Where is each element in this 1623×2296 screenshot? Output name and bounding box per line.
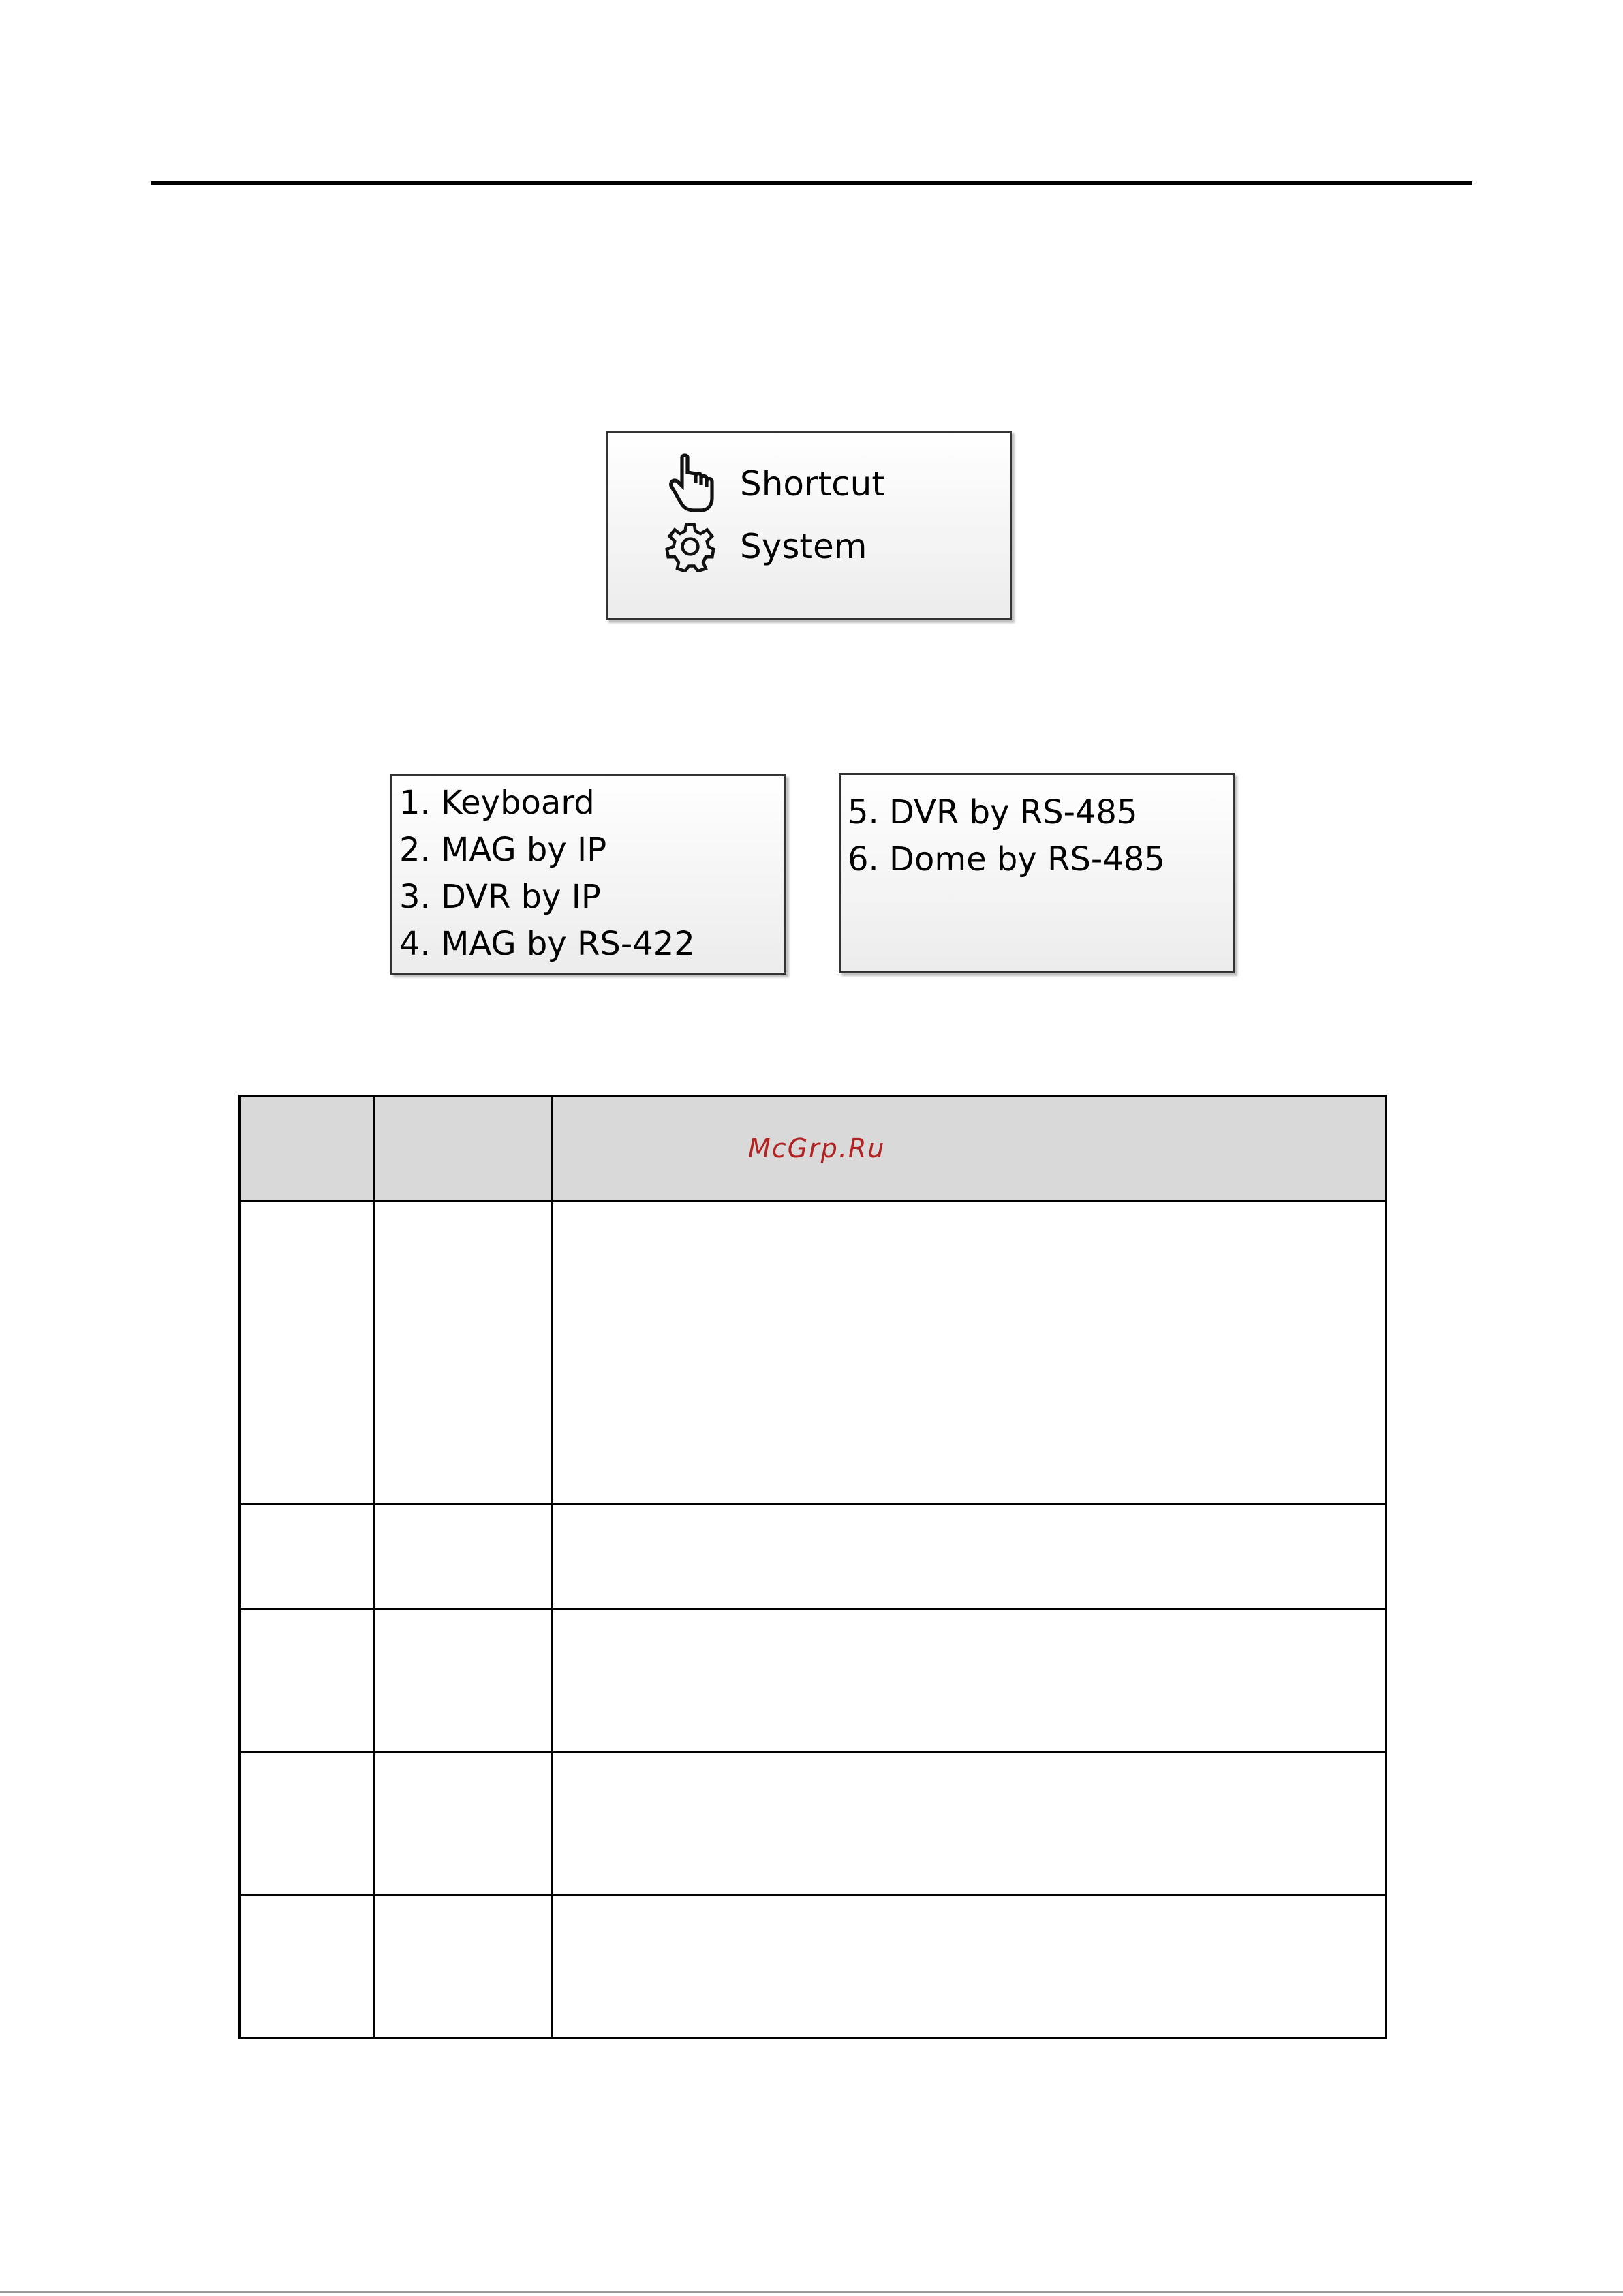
table-cell (552, 1201, 1386, 1504)
list-item[interactable]: 4. MAG by RS-422 (399, 925, 695, 963)
table-cell (552, 1895, 1386, 2038)
table-cell (240, 1201, 374, 1504)
table-cell (240, 1504, 374, 1609)
table-cell (374, 1504, 552, 1609)
table-row (240, 1201, 1386, 1504)
table-header-cell (374, 1096, 552, 1201)
list-item[interactable]: 1. Keyboard (399, 784, 595, 822)
list-item[interactable]: 6. Dome by RS-485 (848, 840, 1165, 878)
connection-list-box-right (839, 773, 1235, 973)
menu-item-shortcut[interactable] (662, 453, 885, 515)
table-row (240, 1895, 1386, 2038)
connection-list-box-left (390, 774, 786, 975)
watermark-text: McGrp.Ru (748, 1133, 886, 1163)
table-row (240, 1609, 1386, 1752)
table-cell (374, 1609, 552, 1752)
table-header-cell (552, 1096, 1386, 1201)
menu-item-label: System (740, 527, 867, 566)
table-cell (552, 1504, 1386, 1609)
menu-item-system[interactable] (662, 516, 867, 577)
table-row (240, 1504, 1386, 1609)
gear-icon (662, 516, 718, 577)
menu-item-label: Shortcut (740, 464, 885, 504)
table-cell (374, 1752, 552, 1895)
table-cell (240, 1609, 374, 1752)
list-item[interactable]: 5. DVR by RS-485 (848, 793, 1138, 831)
table-row (240, 1752, 1386, 1895)
list-item[interactable]: 3. DVR by IP (399, 878, 601, 916)
table-header-row (240, 1096, 1386, 1201)
table-header-cell (240, 1096, 374, 1201)
main-menu-popup (606, 431, 1012, 620)
table-cell (374, 1201, 552, 1504)
header-rule (151, 181, 1472, 185)
spec-table (238, 1095, 1387, 2039)
hand-pointer-icon (662, 453, 718, 515)
table-cell (552, 1609, 1386, 1752)
table-cell (552, 1752, 1386, 1895)
list-item[interactable]: 2. MAG by IP (399, 831, 607, 869)
table-cell (240, 1752, 374, 1895)
table-cell (374, 1895, 552, 2038)
page-bottom-edge (0, 2291, 1623, 2293)
table-cell (240, 1895, 374, 2038)
